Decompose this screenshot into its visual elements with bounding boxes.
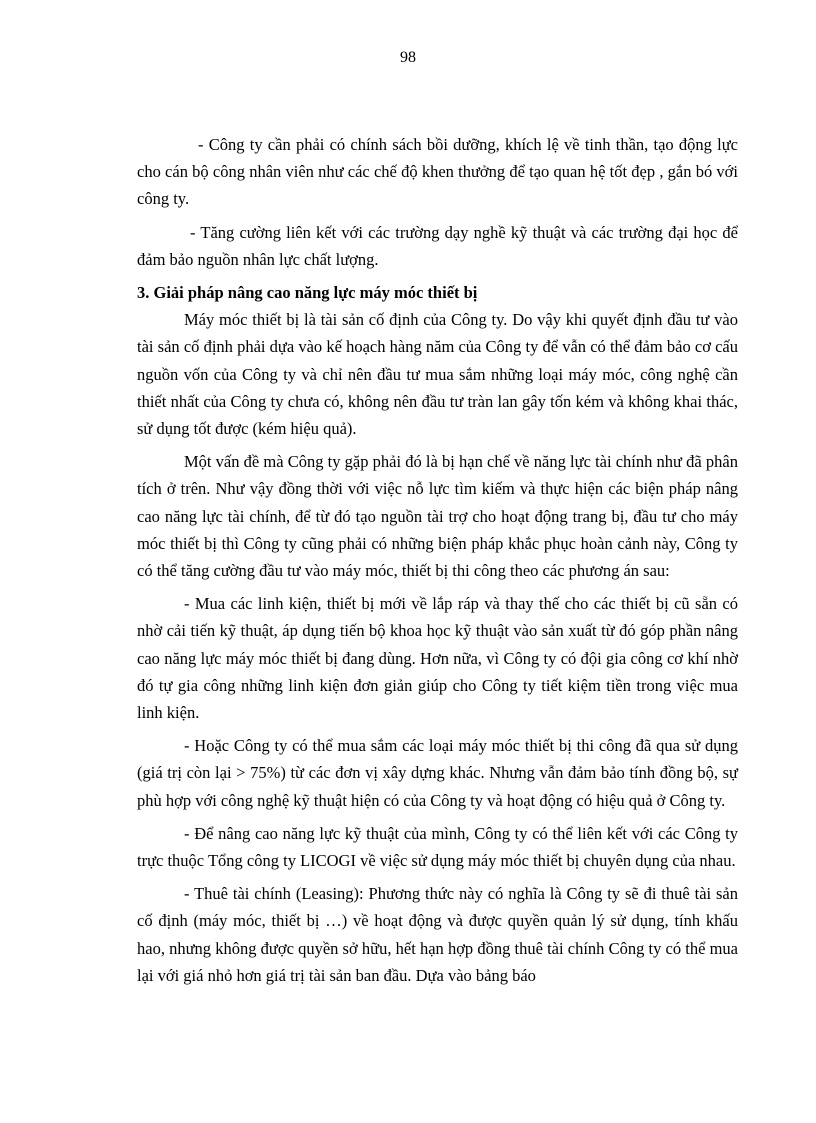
paragraph-equipment-assets: Máy móc thiết bị là tài sản cố định của Công ty. Do vậy khi quyết định đầu tư vào tài sản cố định phải dựa vào kế hoạch hàng năm của Công ty để vẫn có thể đảm bảo cơ cấu nguồn vốn của Công ty và chỉ nên đầu tư mua sắm những loại máy móc, công nghệ cần thiết nhất của Công ty chưa có, không nên đầu tư tràn lan gây tốn kém và không khai thác, sử dụng tốt được (kém hiệu quả). — [137, 310, 738, 439]
paragraph-buy-components: - Mua các linh kiện, thiết bị mới về lắp ráp và thay thế cho các thiết bị cũ sẵn có nhờ cải tiến kỹ thuật, áp dụng tiến bộ khoa học kỹ thuật vào sản xuất từ đó góp phần nâng cao năng lực máy móc thiết bị đang dùng. Hơn nữa, vì Công ty có đội gia công cơ khí nhờ đó tự gia công những linh kiện đơn giản giúp cho Công ty tiết kiệm tiền trong việc mua linh kiện. — [137, 594, 738, 723]
paragraph-partner-companies: - Để nâng cao năng lực kỹ thuật của mình, Công ty có thể liên kết với các Công ty trực thuộc Tổng công ty LICOGI về việc sử dụng máy móc thiết bị chuyên dụng của nhau. — [137, 823, 738, 871]
document-body — [137, 131, 738, 995]
page-number: 98 — [400, 49, 416, 66]
section-heading: 3. Giải pháp nâng cao năng lực máy móc thiết bị — [137, 283, 478, 303]
paragraph-buy-used-equipment: - Hoặc Công ty có thể mua sắm các loại máy móc thiết bị thi công đã qua sử dụng (giá trị còn lại > 75%) từ các đơn vị xây dựng khác. Nhưng vẫn đảm bảo tính đồng bộ, sự phù hợp với công nghệ kỹ thuật hiện có của Công ty và hoạt động có hiệu quả ở Công ty. — [137, 736, 738, 810]
paragraph-staff-incentives: - Công ty cần phải có chính sách bồi dưỡng, khích lệ về tinh thần, tạo động lực cho cán bộ công nhân viên như các chế độ khen thưởng để tạo quan hệ tốt đẹp , gắn bó với công ty. — [137, 135, 738, 209]
paragraph-school-links: - Tăng cường liên kết với các trường dạy nghề kỹ thuật và các trường đại học để đảm bảo nguồn nhân lực chất lượng. — [137, 222, 738, 269]
paragraph-financial-limits: Một vấn đề mà Công ty gặp phải đó là bị hạn chế về năng lực tài chính như đã phân tích ở trên. Như vậy đồng thời với việc nỗ lực tìm kiếm và thực hiện các biện pháp nâng cao năng lực tài chính, để từ đó tạo nguồn tài trợ cho hoạt động trang bị, đầu tư cho máy móc thiết bị thì Công ty cũng phải có những biện pháp khắc phục hoàn cảnh này, Công ty có thể tăng cường đầu tư vào máy móc, thiết bị thi công theo các phương án sau: — [137, 452, 738, 581]
paragraph-leasing: - Thuê tài chính (Leasing): Phương thức này có nghĩa là Công ty sẽ đi thuê tài sản cố định (máy móc, thiết bị …) về hoạt động và được quyền quản lý sử dụng, tính khấu hao, nhưng không được quyền sở hữu, hết hạn hợp đồng thuê tài chính Công ty có thể mua lại với giá nhỏ hơn giá trị tài sản ban đầu. Dựa vào bảng báo — [137, 884, 738, 985]
